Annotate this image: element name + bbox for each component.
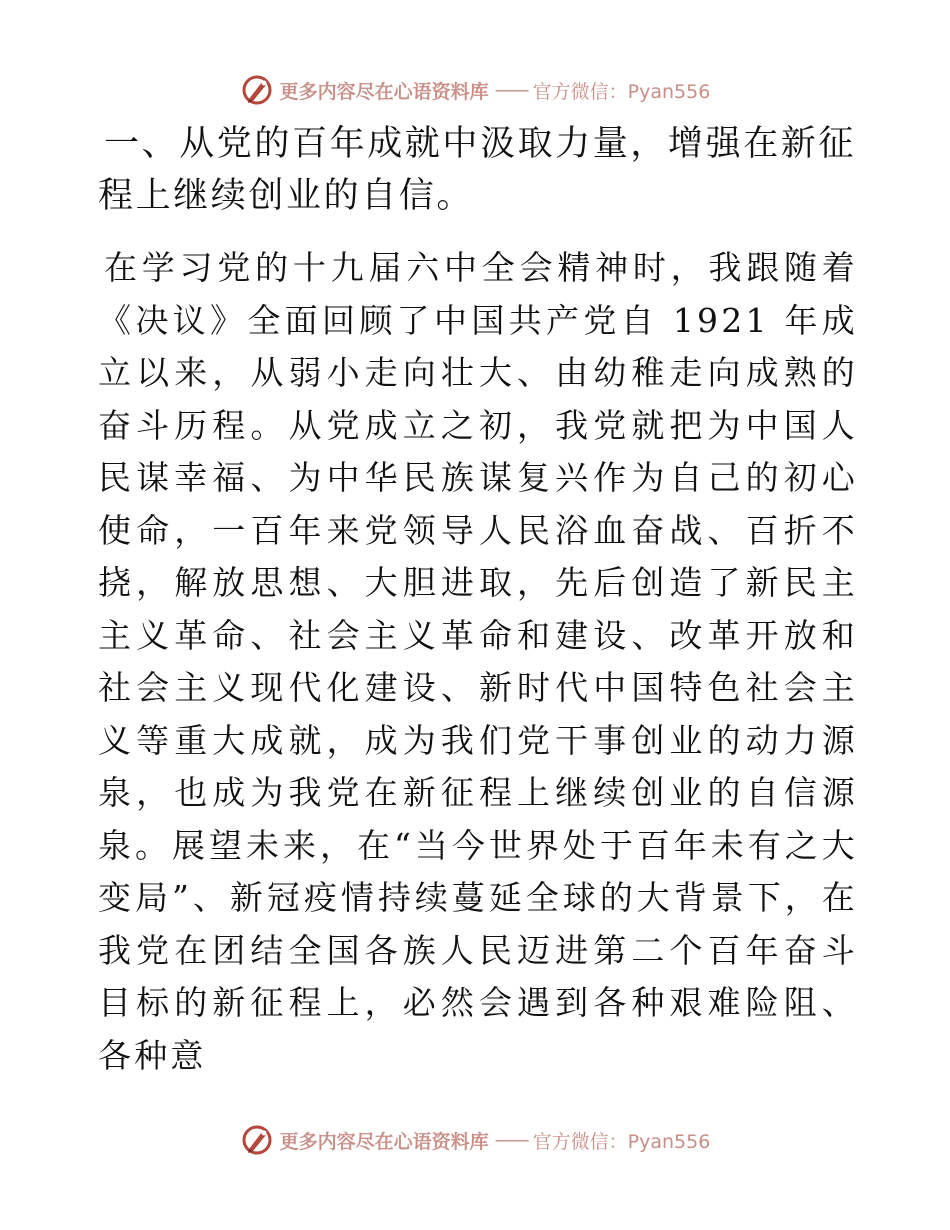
watermark-wechat-text: 官方微信：Pyan556: [532, 1130, 711, 1153]
pen-logo-icon: [240, 73, 274, 107]
section-heading: 一、从党的百年成就中汲取力量，增强在新征程上继续创业的自信。: [98, 124, 857, 216]
header-watermark: [0, 70, 950, 110]
document-body: [98, 118, 858, 1082]
watermark-dash: ——: [494, 1129, 527, 1151]
watermark-dash: ——: [494, 79, 527, 101]
pen-logo-icon: [240, 1123, 274, 1157]
watermark-wechat-text: 官方微信：Pyan556: [532, 80, 711, 103]
watermark-site-text: 更多内容尽在心语资料库: [279, 80, 489, 103]
watermark-site-text: 更多内容尽在心语资料库: [279, 1130, 489, 1153]
body-paragraph: 在学习党的十九届六中全会精神时，我跟随着《决议》全面回顾了中国共产党自 1921 年成立以来，从弱小走向壮大、由幼稚走向成熟的奋斗历程。从党成立之初，我党就把为中国人民谋幸福、为中华民族谋复兴作为自己的初心使命，一百年来党领导人民浴血奋战、百折不挠，解放思想、大胆进取，先后创造了新民主主义革命、社会主义革命和建设、改革开放和社会主义现代化建设、新时代中国特色社会主义等重大成就，成为我们党干事创业的动力源泉，也成为我党在新征程上继续创业的自信源泉。展望未来，在“当今世界处于百年未有之大变局”、新冠疫情持续蔓延全球的大背景下，在我党在团结全国各族人民迈进第二个百年奋斗目标的新征程上，必然会遇到各种艰难险阻、各种意: [98, 248, 858, 1075]
footer-watermark: [0, 1120, 950, 1160]
